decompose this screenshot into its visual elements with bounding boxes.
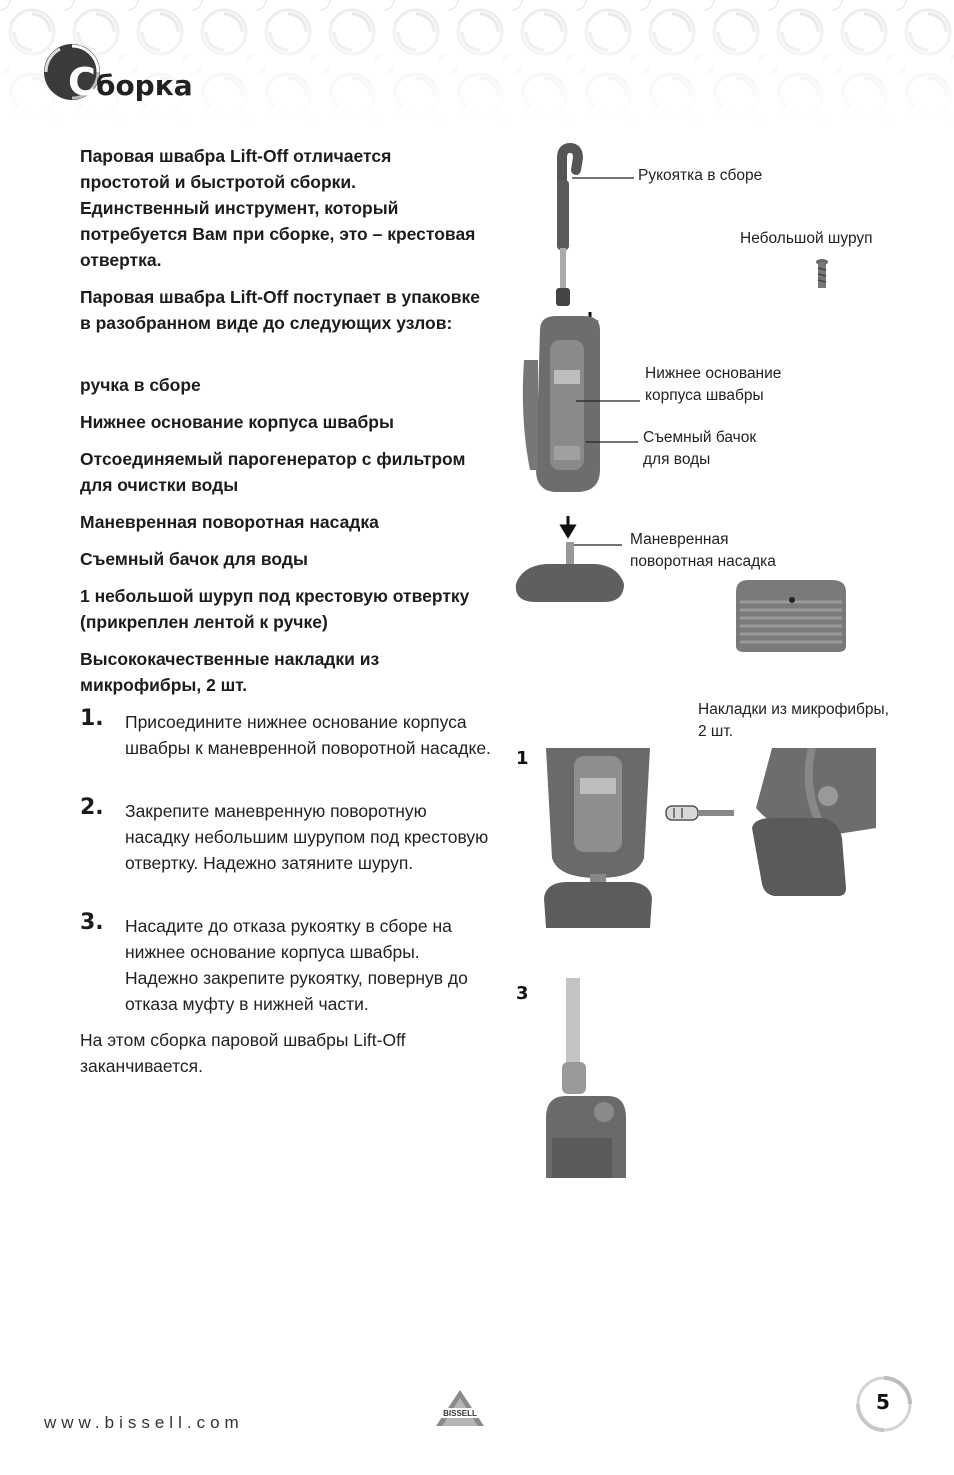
label-screw: Небольшой шуруп — [740, 230, 873, 247]
microfiber-pad — [736, 580, 846, 652]
label-base-line1: Нижнее основание — [645, 365, 782, 382]
tank-window — [554, 446, 580, 460]
step-text: Насадите до отказа рукоятку в сборе на нижнее основание корпуса швабры. Надежно закрепите рукоятку, повернув до отказа муфту в нижней части. — [125, 916, 468, 1014]
handle-pole — [560, 248, 566, 290]
part-item: Высококачественные накладки из микрофибры, 2 шт. — [80, 649, 380, 695]
swivel-neck — [566, 542, 574, 564]
svg-text:BISSELL: BISSELL — [443, 1409, 477, 1418]
label-head-line1: Маневренная — [630, 531, 729, 548]
label-tank-line2: для воды — [643, 451, 711, 468]
arrow-down-icon — [562, 516, 574, 536]
figure-number: 3 — [516, 983, 529, 1004]
footer-url[interactable]: www.bissell.com — [44, 1413, 244, 1432]
part-item: Нижнее основание корпуса швабры — [80, 412, 394, 432]
tank-label — [554, 370, 580, 384]
step-text: Присоедините нижнее основание корпуса швабры к маневренной поворотной насадке. — [125, 712, 491, 758]
title-initial: С — [68, 60, 96, 104]
label-head-line2: поворотная насадка — [630, 553, 776, 570]
handle-coupler — [556, 288, 570, 306]
label-pads-line1: Накладки из микрофибры, — [698, 701, 889, 718]
label-pads-line2: 2 шт. — [698, 723, 734, 740]
bissell-logo — [428, 1388, 492, 1428]
label-tank — [643, 427, 756, 471]
step-number: 1. — [80, 706, 104, 731]
part-item: ручка в сборе — [80, 375, 201, 395]
label-pads — [698, 699, 889, 743]
handle-upper — [557, 180, 569, 250]
page-number: 5 — [876, 1390, 890, 1414]
step-number: 3. — [80, 910, 104, 935]
part-item: Отсоединяемый парогенератор с фильтром для очистки воды — [80, 449, 466, 495]
intro-paragraph-2: Паровая швабра Lift-Off поступает в упаковке в разобранном виде до следующих узлов: — [80, 287, 480, 333]
label-base-line2: корпуса швабры — [645, 387, 764, 404]
part-item: Съемный бачок для воды — [80, 549, 308, 569]
step-number: 2. — [80, 795, 104, 820]
cord-wrap — [523, 360, 538, 470]
label-base — [645, 363, 781, 407]
swivel-head — [516, 564, 624, 602]
step-text: Закрепите маневренную поворотную насадку небольшим шурупом под крестовую отвертку. Надежно затяните шуруп. — [125, 801, 489, 873]
figure-number: 1 — [516, 748, 529, 769]
label-handle: Рукоятка в сборе — [638, 167, 763, 184]
step-2-photo — [662, 748, 878, 898]
screw-icon — [816, 259, 828, 288]
part-item: 1 небольшой шуруп под крестовую отвертку (прикреплен лентой к ручке) — [80, 586, 470, 632]
step-3-photo — [540, 978, 640, 1178]
closing-paragraph: На этом сборка паровой швабры Lift-Off заканчивается. — [80, 1030, 406, 1076]
title-rest: борка — [95, 69, 193, 102]
intro-paragraph-1: Паровая швабра Lift-Off отличается простотой и быстротой сборки. Единственный инструмент, который потребуется Вам при сборке, это – крестовая отвертка. — [80, 146, 476, 270]
label-head — [630, 529, 776, 573]
part-item: Маневренная поворотная насадка — [80, 512, 379, 532]
handle-grip — [562, 148, 578, 182]
label-tank-line1: Съемный бачок — [643, 429, 757, 446]
step-1-photo — [540, 748, 656, 930]
